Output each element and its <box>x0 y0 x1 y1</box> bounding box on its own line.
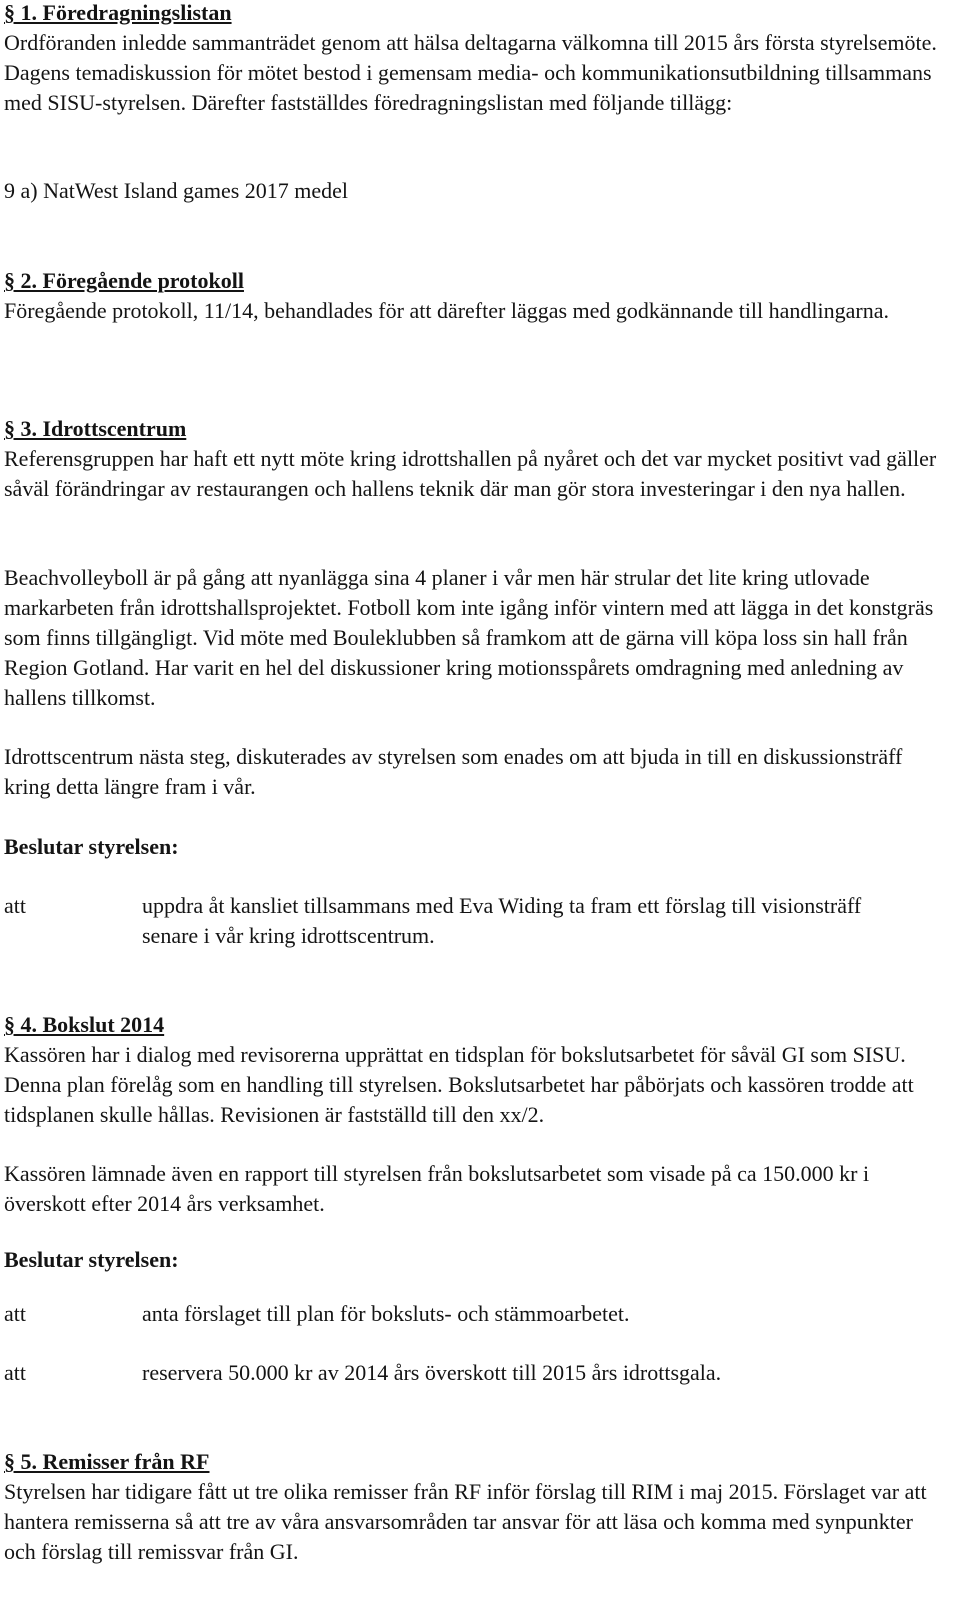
decision-prefix: att <box>4 1301 26 1326</box>
section-1-heading: § 1. Föredragningslistan <box>4 0 232 25</box>
decision-prefix: att <box>4 893 26 918</box>
decision-text: uppdra åt kansliet tillsammans med Eva Widing ta fram ett förslag till visionsträff senare i vår kring idrottscentrum. <box>142 893 862 948</box>
section-3-paragraph-1: Referensgruppen har haft ett nytt möte kring idrottshallen på nyåret och det var mycket positivt vad gäller såväl förändringar av restaurangen och hallens teknik där man gör stora investeringar i den nya hallen. <box>4 446 937 501</box>
section-1-paragraph-2: 9 a) NatWest Island games 2017 medel <box>4 178 349 203</box>
decision-text: anta förslaget till plan för boksluts- och stämmoarbetet. <box>142 1301 630 1326</box>
section-3-decision-label: Beslutar styrelsen: <box>4 834 179 859</box>
section-4-decision-label: Beslutar styrelsen: <box>4 1247 179 1272</box>
section-4-heading: § 4. Bokslut 2014 <box>4 1012 165 1037</box>
section-3-paragraph-2: Beachvolleyboll är på gång att nyanlägga sina 4 planer i vår men här strular det lite kring utlovade markarbeten från idrottshallsprojektet. Fotboll kom inte igång inför vintern med att lägga in det konstgräs som finns tillgängligt. Vid möte med Bouleklubben så framkom att de gärna vill köpa loss sin hall från Region Gotland. Har varit en hel del diskussioner kring motionsspårets omdragning med anledning av hallens tillkomst. <box>4 565 934 710</box>
section-5-paragraph-1: Styrelsen har tidigare fått ut tre olika remisser från RF inför förslag till RIM i maj 2015. Förslaget var att hantera remisserna så att tre av våra ansvarsområden tar ansvar för att läsa och komma med synpunkter och förslag till remissvar från GI. <box>4 1479 927 1564</box>
section-1-paragraph-1: Ordföranden inledde sammanträdet genom att hälsa deltagarna välkomna till 2015 års första styrelsemöte. Dagens temadiskussion för mötet bestod i gemensam media- och kommunikationsutbildning tillsammans med SISU-styrelsen. Därefter fastställdes föredragningslistan med följande tillägg: <box>4 30 937 115</box>
section-5-heading: § 5. Remisser från RF <box>4 1449 210 1474</box>
section-4-paragraph-1: Kassören har i dialog med revisorerna upprättat en tidsplan för bokslutsarbetet för såväl GI som SISU. Denna plan förelåg som en handling till styrelsen. Bokslutsarbetet har påbörjats och kassören trodde att tidsplanen skulle hållas. Revisionen är fastställd till den xx/2. <box>4 1042 914 1127</box>
decision-text: reservera 50.000 kr av 2014 års överskott till 2015 års idrottsgala. <box>142 1360 722 1385</box>
section-2-heading: § 2. Föregående protokoll <box>4 268 244 293</box>
section-4-paragraph-2: Kassören lämnade även en rapport till styrelsen från bokslutsarbetet som visade på ca 150.000 kr i överskott efter 2014 års verksamhet. <box>4 1161 870 1216</box>
decision-prefix: att <box>4 1360 26 1385</box>
section-2-paragraph-1: Föregående protokoll, 11/14, behandlades för att därefter läggas med godkännande till handlingarna. <box>4 298 890 323</box>
section-3-heading: § 3. Idrottscentrum <box>4 416 187 441</box>
section-3-paragraph-3: Idrottscentrum nästa steg, diskuterades av styrelsen som enades om att bjuda in till en diskussionsträff kring detta längre fram i vår. <box>4 744 903 799</box>
